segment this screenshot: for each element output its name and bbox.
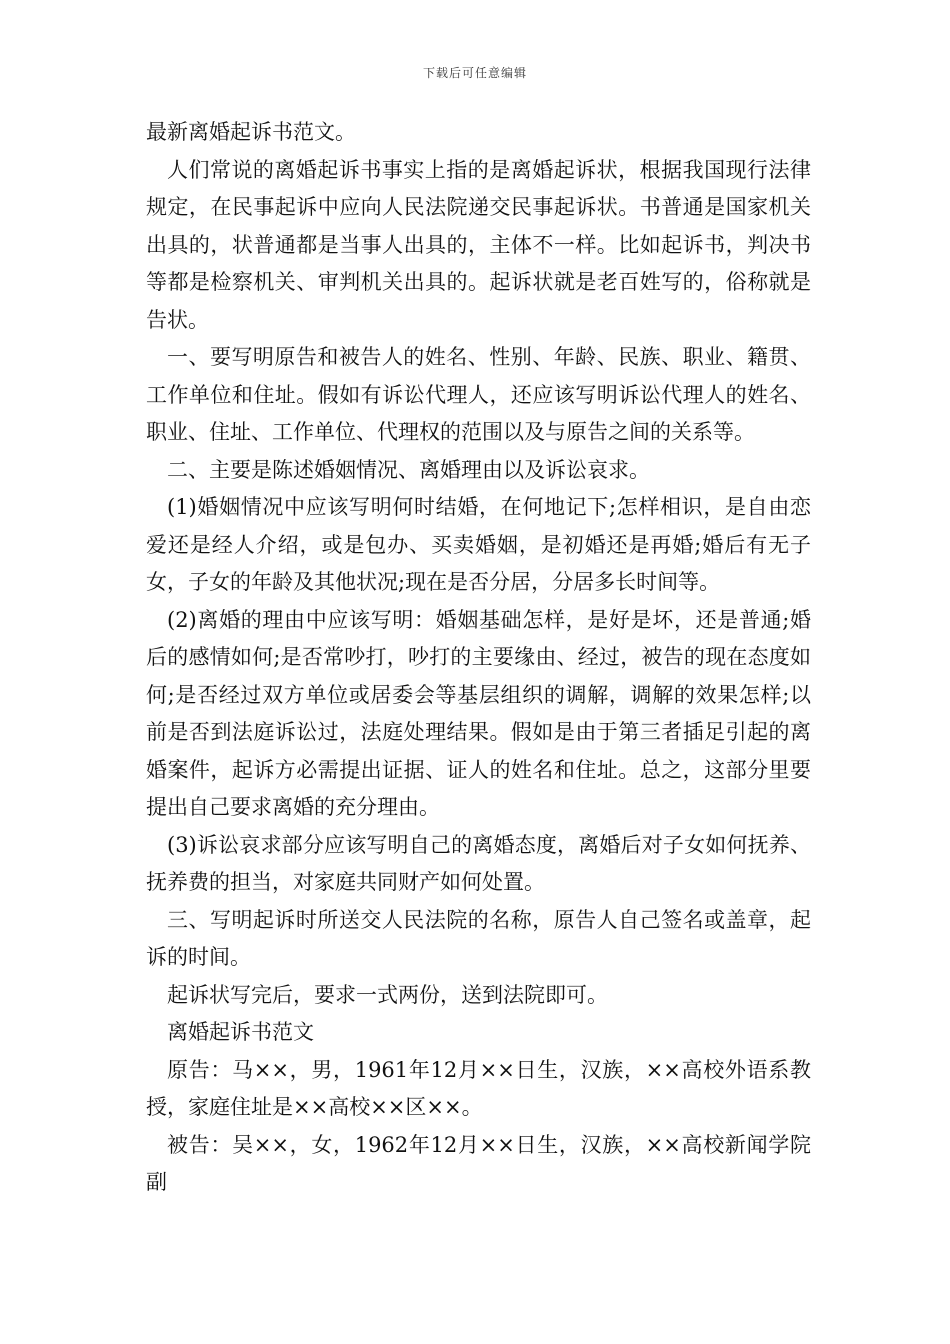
- paragraph-item-1: (1)婚姻情况中应该写明何时结婚，在何地记下;怎样相识，是自由恋爱还是经人介绍，或是包办、买卖婚姻，是初婚还是再婚;婚后有无子女，子女的年龄及其他状况;现在是否分居，分居多长时间等。: [146, 495, 811, 594]
- plaintiff-info: 原告：马××，男，1961年12月××日生，汉族，××高校外语系教授，家庭住址是××高校××区××。: [146, 1057, 811, 1119]
- paragraph-item-2: (2)离婚的理由中应该写明：婚姻基础怎样，是好是坏，还是普通;婚后的感情如何;是否常吵打，吵打的主要缘由、经过，被告的现在态度如何;是否经过双方单位或居委会等基层组织的调解，调解的效果怎样;以前是否到法庭诉讼过，法庭处理结果。假如是由于第三者插足引起的离婚案件，起诉方必需提出证据、证人的姓名和住址。总之，这部分里要提出自己要求离婚的充分理由。: [146, 607, 811, 819]
- sample-title: 离婚起诉书范文: [167, 1020, 314, 1044]
- paragraph-section-1: 一、要写明原告和被告人的姓名、性别、年龄、民族、职业、籍贯、工作单位和住址。假如有诉讼代理人，还应该写明诉讼代理人的姓名、职业、住址、工作单位、代理权的范围以及与原告之间的关系等。: [146, 345, 811, 444]
- document-body: [146, 114, 811, 1202]
- paragraph-item-3: (3)诉讼哀求部分应该写明自己的离婚态度，离婚后对子女如何抚养、抚养费的担当，对家庭共同财产如何处置。: [146, 832, 811, 894]
- paragraph-section-3: 三、写明起诉时所送交人民法院的名称，原告人自己签名或盖章，起诉的时间。: [146, 907, 811, 969]
- paragraph-section-2: 二、主要是陈述婚姻情况、离婚理由以及诉讼哀求。: [167, 457, 650, 482]
- paragraph-submission: 起诉状写完后，要求一式两份，送到法院即可。: [167, 982, 608, 1007]
- page-header: 下载后可任意编辑: [422, 66, 527, 80]
- defendant-info: 被告：吴××，女，1962年12月××日生，汉族，××高校新闻学院副: [146, 1132, 811, 1194]
- paragraph-intro: 人们常说的离婚起诉书事实上指的是离婚起诉状，根据我国现行法律规定，在民事起诉中应向人民法院递交民事起诉状。书普通是国家机关出具的，状普通都是当事人出具的，主体不一样。比如起诉书，判决书等都是检察机关、审判机关出具的。起诉状就是老百姓写的，俗称就是告状。: [146, 157, 811, 332]
- document-title: 最新离婚起诉书范文。: [146, 120, 356, 144]
